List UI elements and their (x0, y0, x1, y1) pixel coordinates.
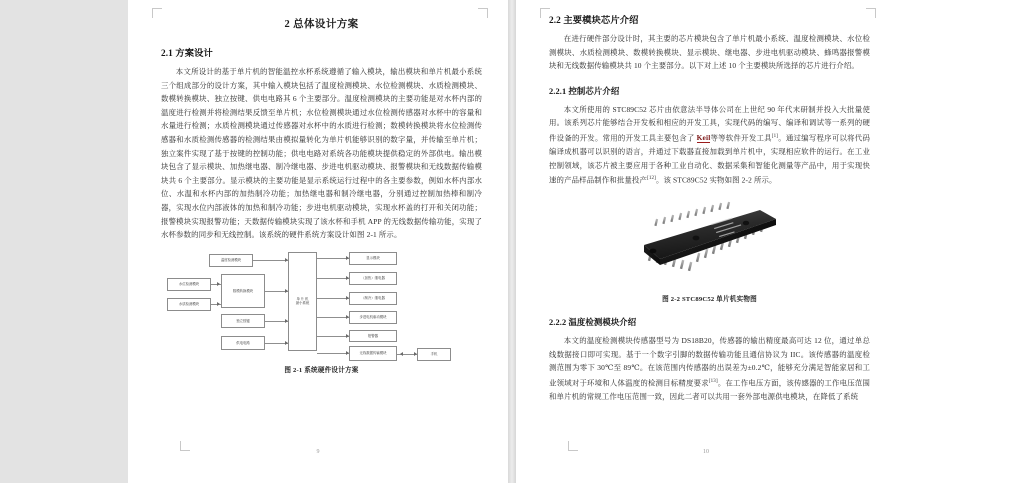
diagram-arrow-quality (217, 302, 220, 306)
p221-a: 本文所使用的 STC89C52 芯片由依意法半导体公司在上世纪 90 年代末研制并投入大批量使用。该系列芯片能够结合开发板和相应的开发工具，实现代码的编写、编译和调试等一系列的硬件设备的开发。常用的开发工具主要包含了 (549, 104, 870, 143)
chip-pin1-dimple (649, 249, 656, 254)
diagram-arrow-adc (285, 289, 288, 293)
page-number-right: 10 (703, 449, 709, 455)
p222-a: 本文的温度检测模块传感器型号为 DS18B20，传感器的输出精度最高可达 12 位，通过单总线数据接口即可实现。基于一个数字引脚的数据传输功能且通信协议为 IIC。该传感器的温度检测范围为零下 30℃至 89℃。在该范围内传感器的出误差为±0.2℃，能够充分满足智能家居和工业领域对于环境和人体温度的检测目标精度要求 (549, 336, 870, 388)
figure-caption-2-2: 图 2-2 STC89C52 单片机实物图 (662, 296, 757, 304)
subsection-2-2-1-paragraph (549, 103, 870, 188)
diagram-box-stepper-motor-driver: 步进电机驱动模块 (349, 311, 397, 324)
diagram-line-mcu-display (317, 258, 349, 259)
diagram-box-alarm: 报警器 (349, 330, 397, 342)
page-left (128, 0, 508, 483)
p221-c: 。通过编写程序可以将代码编译成机器可以识别的语言，并通过下载器直接加载到单片机中，实现相应软件的运行。在工业控制领域，该芯片被主要应用于各种工业自动化、数据采集和智能化测量等产品中，用于实现快速的产品样品制作和批量投产 (549, 133, 871, 185)
chip-dimple-right (742, 221, 748, 226)
diagram-arrow-phone (414, 352, 417, 356)
section-title-2-2: 2.2 主要模块芯片介绍 (549, 16, 639, 26)
left-gray-margin (0, 0, 128, 483)
diagram-box-display-module: 显示模块 (349, 252, 397, 265)
diagram-arrow-phone-back (400, 352, 403, 356)
subsection-2-2-2-paragraph (549, 334, 870, 403)
page-right-filler (896, 0, 1024, 483)
diagram-box-mcu-core (288, 252, 317, 351)
diagram-box-wireless-transmission: 无线数据传输模块 (349, 346, 397, 361)
diagram-line-mcu-cooling (317, 298, 349, 299)
chip-dimple-mid (692, 236, 699, 241)
section-title-2-1: 2.1 方案设计 (161, 49, 213, 59)
page-gutter (508, 0, 516, 483)
diagram-arrow-level (217, 282, 220, 286)
diagram-line-mcu-stepper (317, 317, 349, 318)
citation-ref-2: [12] (647, 176, 656, 182)
diagram-box-independent-keys: 独立按键 (221, 314, 265, 328)
p222-b: 。在工作电压方面，该传感器的工作电压范围和单片机的常规工作电压范围一致，因此二者可以共用一套外部电源供电模块，在降低了系统 (549, 378, 870, 402)
diagram-line-mcu-wireless (317, 353, 349, 354)
diagram-line-temp-to-mcu (253, 260, 288, 261)
mcu-label-line2: 最小系统 (295, 301, 310, 306)
keil-keyword: Keil (696, 133, 711, 143)
diagram-box-temperature-module: 温度检测模块 (209, 254, 253, 267)
diagram-box-adc-module: 数模转换模块 (221, 274, 265, 308)
diagram-arrow-keys (285, 319, 288, 323)
diagram-box-power-supply: 供电电路 (221, 336, 265, 350)
figure-caption-2-1: 图 2-1 系统硬件设计方案 (284, 366, 359, 374)
section-2-1-paragraph: 本文所设计的基于单片机的智能温控水杯系统遵循了输入模块，输出模块和单片机最小系统三个组成部分的设计方案，其中输入模块包括了温度检测模块、水位检测模块、水质检测模块、数模转换模块、独立按键、供电电路其 6 个主要部分。温度检测模块的主要功能是对水杯内部的温度进行检测并将检测结果反馈至单片机；水位检测模块通过水位检测传感器对水杯中的容量和水量进行检测；水质检测模块通过传感器对水杯中的水质进行检测；数模转换模块将水位检测传感器和水质检测传感器的检测结果由模拟量转化为单片机能够识别的数字量，并传输至单片机；独立案件实现了基于按键的控制功能；供电电路对系统各功能模块提供稳定的外部供电。输出模块包含了显示模块、加热继电器、制冷继电器、步进电机驱动模块、报警模块和无线数据传输模块共 6 个主要部分。显示模块的主要功能是显示系统运行过程中的各主要参数，例如水杯内部水位、水温和水杯内部的加热制冷功能；加热继电器和制冷继电器，分别通过控制加热棒和制冷器，实现水位内部液体的加热和制冷功能；步进电机驱动模块，实现水杯盖的打开和关闭功能；报警模块实现报警功能；天数据传输模块实现了该水杯和手机 APP 的无线数据传输功能，实现了水杯参数的同步和无线控制。该系统的硬件系统方案设计如图 2-1 所示。 (161, 67, 482, 240)
page-number-left: 9 (316, 449, 320, 455)
diagram-box-cooling-relay: （制冷）继电器 (349, 292, 397, 305)
p221-b: 等等软件开发工具 (710, 133, 772, 143)
diagram-line-mcu-heating (317, 278, 349, 279)
diagram-box-water-quality-module: 水质检测模块 (167, 298, 211, 311)
p221-d: 。该 STC89C52 实物如图 2-2 所示。 (655, 175, 777, 185)
chapter-title: 2 总体设计方案 (284, 19, 359, 30)
diagram-line-mcu-alarm (317, 336, 349, 337)
citation-ref-3: [13] (708, 379, 718, 385)
subsection-title-2-2-1: 2.2.1 控制芯片介绍 (549, 86, 620, 96)
diagram-arrow-heating (346, 276, 349, 280)
diagram-arrow-temp (285, 258, 288, 262)
right-page-content (549, 0, 870, 404)
diagram-arrow-wireless (346, 351, 349, 355)
diagram-arrow-power (285, 341, 288, 345)
diagram-arrow-display (346, 256, 349, 260)
stc89c52-chip-photo (610, 197, 810, 281)
chip-photo-figure (549, 195, 870, 287)
page-right (516, 0, 896, 483)
diagram-arrow-cooling (346, 296, 349, 300)
subsection-title-2-2-2: 2.2.2 温度检测模块介绍 (549, 318, 637, 328)
left-page-content (161, 0, 482, 374)
section-2-2-paragraph: 在进行硬件部分设计时，其主要的芯片模块包含了单片机最小系统、温度检测模块、水位检测模块、水质检测模块、数模转换模块、显示模块、继电器、步进电机驱动模块、蜂鸣器报警模块和无线数据传输模块共 10 个主要部分。以下对上述 10 个主要模块所选择的芯片进行介绍。 (549, 34, 870, 71)
diagram-arrow-stepper (346, 315, 349, 319)
chip-body-top (644, 210, 776, 259)
mcu-label-line1: 单 片 机 (296, 296, 309, 301)
citation-ref-1: [1] (771, 133, 779, 139)
diagram-arrow-alarm (346, 334, 349, 338)
diagram-box-heating-relay: （加热）继电器 (349, 272, 397, 285)
system-hardware-block-diagram (161, 250, 482, 358)
diagram-box-water-level-module: 水位检测模块 (167, 278, 211, 291)
diagram-box-mobile-phone: 手机 (417, 348, 451, 361)
